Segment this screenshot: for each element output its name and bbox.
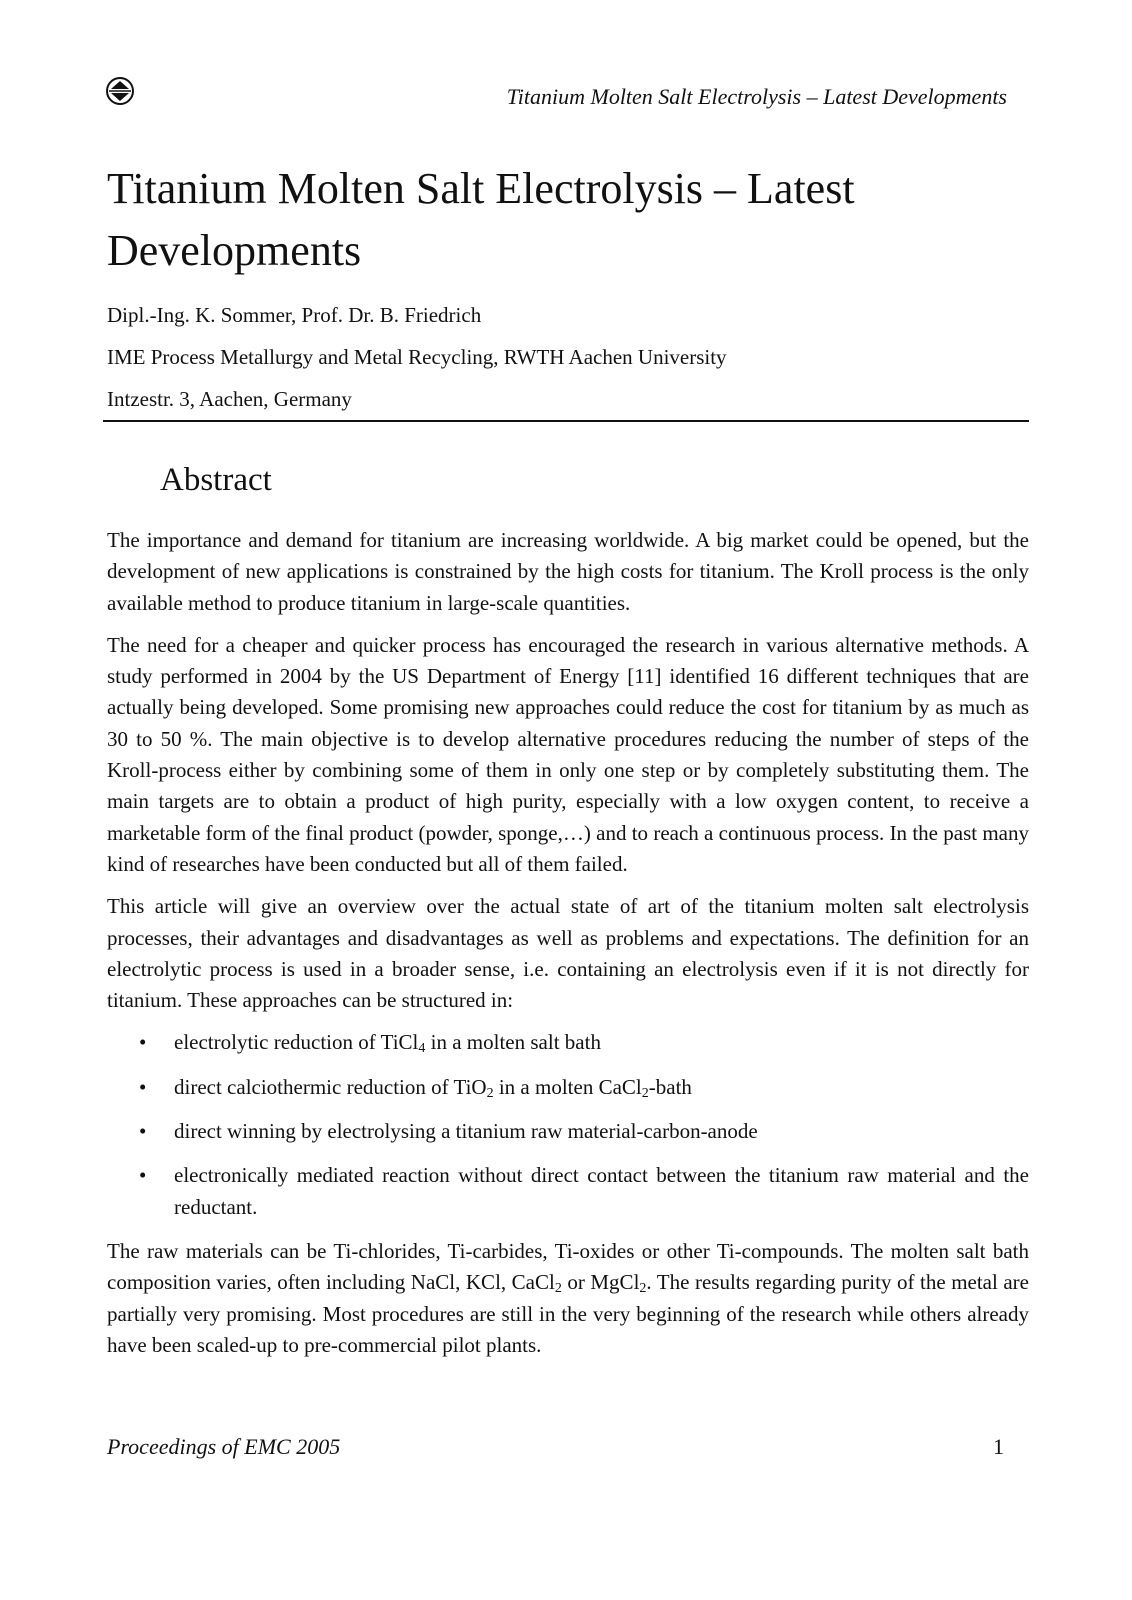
- list-item: • electronically mediated reaction without direct contact between the titanium raw material and the reductant.: [107, 1160, 1029, 1223]
- header-divider: [103, 420, 1029, 422]
- abstract-heading: Abstract: [160, 462, 272, 498]
- page-number: 1: [993, 1434, 1004, 1459]
- bullet-icon: •: [139, 1119, 147, 1144]
- bullet-icon: •: [139, 1030, 147, 1055]
- ime-logo-icon: [105, 76, 135, 106]
- bullet-icon: •: [139, 1163, 147, 1188]
- abstract-paragraph-2: The need for a cheaper and quicker process has encouraged the research in various alternative methods. A study performed in 2004 by the US Department of Energy [11] identified 16 different techniques that are actually being developed. Some promising new approaches could reduce the cost for titanium by as much as 30 to 50 %. The main objective is to develop alternative procedures reducing the number of steps of the Kroll-process either by combining some of them in only one step or by completely substituting them. The main targets are to obtain a product of high purity, especially with a low oxygen content, to receive a marketable form of the final product (powder, sponge,…) and to reach a continuous process. In the past many kind of researches have been conducted but all of them failed.: [107, 632, 1029, 876]
- abstract-paragraph-1: The importance and demand for titanium are increasing worldwide. A big market could be opened, but the development of new applications is constrained by the high costs for titanium. The Kroll process is the only available method to produce titanium in large-scale quantities.: [107, 528, 1029, 615]
- authors: Dipl.-Ing. K. Sommer, Prof. Dr. B. Friedrich: [107, 303, 482, 327]
- abstract-paragraph-3: This article will give an overview over the actual state of art of the titanium molten salt electrolysis processes, their advantages and disadvantages as well as problems and expectations. The definition for an electrolytic process is used in a broader sense, i.e. containing an electrolysis even if it is not directly for titanium. These approaches can be structured in:: [107, 894, 1029, 1013]
- approach-list: [107, 1027, 1029, 1222]
- running-header-title: Titanium Molten Salt Electrolysis – Latest Developments: [506, 84, 1007, 109]
- paper-title: Titanium Molten Salt Electrolysis – Latest Developments: [107, 164, 855, 275]
- footer-proceedings: Proceedings of EMC 2005: [107, 1434, 341, 1459]
- list-item: • direct winning by electrolysing a titanium raw material-carbon-anode: [107, 1116, 1029, 1147]
- bullet-icon: •: [139, 1074, 147, 1099]
- list-item: • electrolytic reduction of TiCl$_4$ in a molten salt bath: [107, 1027, 1029, 1058]
- address: Intzestr. 3, Aachen, Germany: [107, 387, 352, 411]
- affiliation: IME Process Metallurgy and Metal Recycling, RWTH Aachen University: [107, 345, 727, 369]
- list-item: • direct calciothermic reduction of TiO$_2$ in a molten CaCl$_2$-bath: [107, 1072, 1029, 1103]
- abstract-paragraph-4: The raw materials can be Ti-chlorides, Ti-carbides, Ti-oxides or other Ti-compounds. The molten salt bath composition varies, often including NaCl, KCl, CaCl$_2$ or MgCl$_2$. The results regarding purity of the metal are partially very promising. Most procedures are still in the very beginning of the research while others already have been scaled-up to pre-commercial pilot plants.: [107, 1238, 1029, 1357]
- abstract-body: [107, 525, 1029, 1372]
